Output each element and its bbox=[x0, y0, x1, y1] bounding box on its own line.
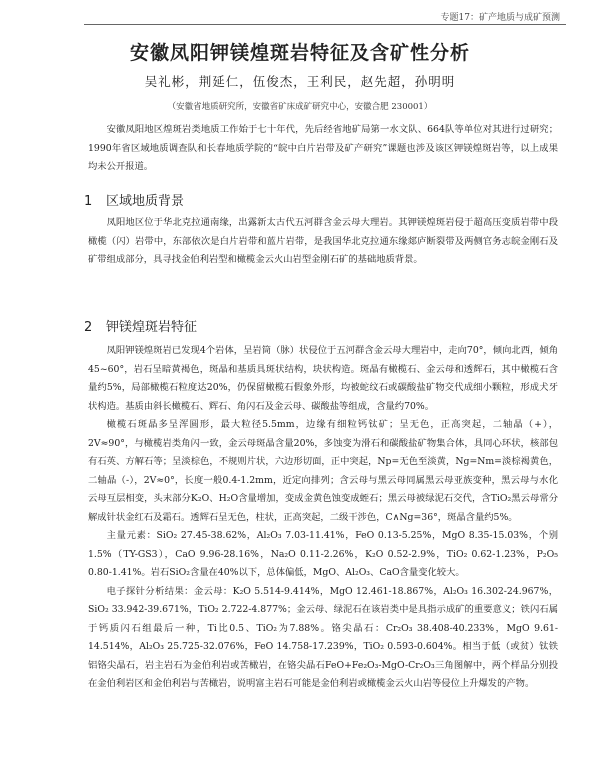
section-2-paragraph: 主量元素：SiO₂ 27.45-38.62%，Al₂O₃ 7.03-11.41%，FeO 0.13-5.25%，MgO 8.35-15.03%，个别1.5%（TY-GS3），CaO 9.96-28.16%，Na₂O 0.11-2.26%，K₂O 0.52-2.9%，TiO₂ 0.62-1.23%，P₂O₅ 0.80-1.41%。岩石SiO₂含量在40%以下，总体偏低，MgO、Al₂O₃、CaO含量变化较大。 bbox=[88, 530, 558, 578]
section-2-paragraph: 凤阳钾镁煌斑岩已发现4个岩体，呈岩筒（脉）状侵位于五河群含金云母大理岩中，走向70°，倾向北西，倾角45~60°，岩石呈暗黄褐色，斑晶和基质具斑状结构，块状构造。斑晶有橄榄石、金云母和透辉石，其中橄榄石含量约5%，局部橄榄石粒度达20%，仍保留橄榄石假象外形，均被蛇纹石或碳酸盐矿物交代成细小颗粒，形成犬牙状构造。基质由斜长橄榄石、辉石、角闪石及金云母、碳酸盐等组成，含量约70%。 bbox=[88, 345, 558, 412]
author-list: 吴礼彬，荆延仁，伍俊杰，王利民，赵先超，孙明明 bbox=[144, 74, 456, 89]
intro-paragraph: 安徽凤阳地区煌斑岩类地质工作始于七十年代，先后经省地矿局第一水文队、664队等单位对其进行过研究；1990年省区域地质调查队和长春地质学院的“皖中白片岩带及矿产研究”课题也涉及该区钾镁煌斑岩等，以上成果均未公开报道。 bbox=[88, 124, 558, 172]
section-1-block bbox=[88, 214, 558, 270]
section-1-number: 1 bbox=[84, 194, 93, 209]
affiliation: （安徽省地质研究所，安徽省矿床成矿研究中心，安徽合肥 230001） bbox=[167, 102, 433, 112]
paper-title: 安徽凤阳钾镁煌斑岩特征及含矿性分析 bbox=[129, 42, 470, 64]
section-1-paragraph: 凤阳地区位于华北克拉通南缘，出露新太古代五河群含金云母大理岩。其钾镁煌斑岩侵于超高压变质岩带中段橄榄（闪）岩带中，东部依次是白片岩带和蓝片岩带，是我国华北克拉通东缘郯庐断裂带及两侧官务志皖金刚石及矿带组成部分，具寻找金伯利岩型和橄榄金云火山岩型金刚石矿的基础地质背景。 bbox=[88, 217, 558, 265]
intro-block bbox=[88, 121, 558, 177]
running-header: 专题17：矿产地质与成矿预测 bbox=[440, 13, 560, 23]
section-1-title: 区域地质背景 bbox=[106, 194, 185, 209]
section-2-paragraph: 电子探针分析结果：金云母：K₂O 5.514-9.414%，MgO 12.461-18.867%，Al₂O₃ 16.302-24.967%，SiO₂ 33.942-39.671%，TiO₂ 2.722-4.877%；金云母、绿泥石在该岩类中是具指示成矿的重要意义；铁闪石属于钙质闪石组最后一种，Ti比0.5、TiO₂为7.88%。铬尖晶石：Cr₂O₃ 38.408-40.233%，MgO 9.61-14.514%，Al₂O₃ 25.725-32.076%，FeO 14.758-17.239%，TiO₂ 0.593-0.604%。相当于低（或贫）钛铁铝铬尖晶石，岩主岩石为金伯利岩或苦橄岩，在铬尖晶石FeO+Fe₂O₃-MgO-Cr₂O₃三角图解中，两个样品分别投在金伯利岩区和金伯利岩与苦橄岩，说明富主岩石可能是金伯利岩或橄榄金云火山岩等侵位上升爆发的产物。 bbox=[88, 585, 558, 689]
section-2-block bbox=[88, 342, 558, 694]
section-2-heading bbox=[84, 316, 197, 335]
header-rule bbox=[84, 24, 566, 25]
section-1-heading bbox=[84, 190, 184, 209]
section-2-title: 钾镁煌斑岩特征 bbox=[106, 320, 198, 335]
section-2-paragraph: 橄榄石斑晶多呈浑圆形，最大粒径5.5mm，边缘有细粒钙钛矿；呈无色，正高突起，二轴晶（+），2V≈90°，与橄榄岩类角闪一致，金云母斑晶含量20%，多蚀变为滑石和碳酸盐矿物集合体，具同心环状，核部包有石英、方解石等；呈淡棕色，不规则片状，六边形切面，正中突起，Np=无色至淡黄，Ng=Nm=淡棕褐黄色，二轴晶（-），2V≈0°，长度一般0.4-1.2mm，近定向排列；含云母与黑云母同属黑云母亚族变种，黑云母与水化云母互层相变，头末部分K₂O、H₂O含量增加，变成金黄色蚀变成蛭石；黑云母被绿泥石交代，含TiO₂黑云母常分解成针状金红石及霜石。透辉石呈无色，柱状，正高突起，二级干涉色，C∧Ng=36°，斑晶含量约5%。 bbox=[88, 419, 558, 523]
section-2-number: 2 bbox=[84, 320, 93, 335]
